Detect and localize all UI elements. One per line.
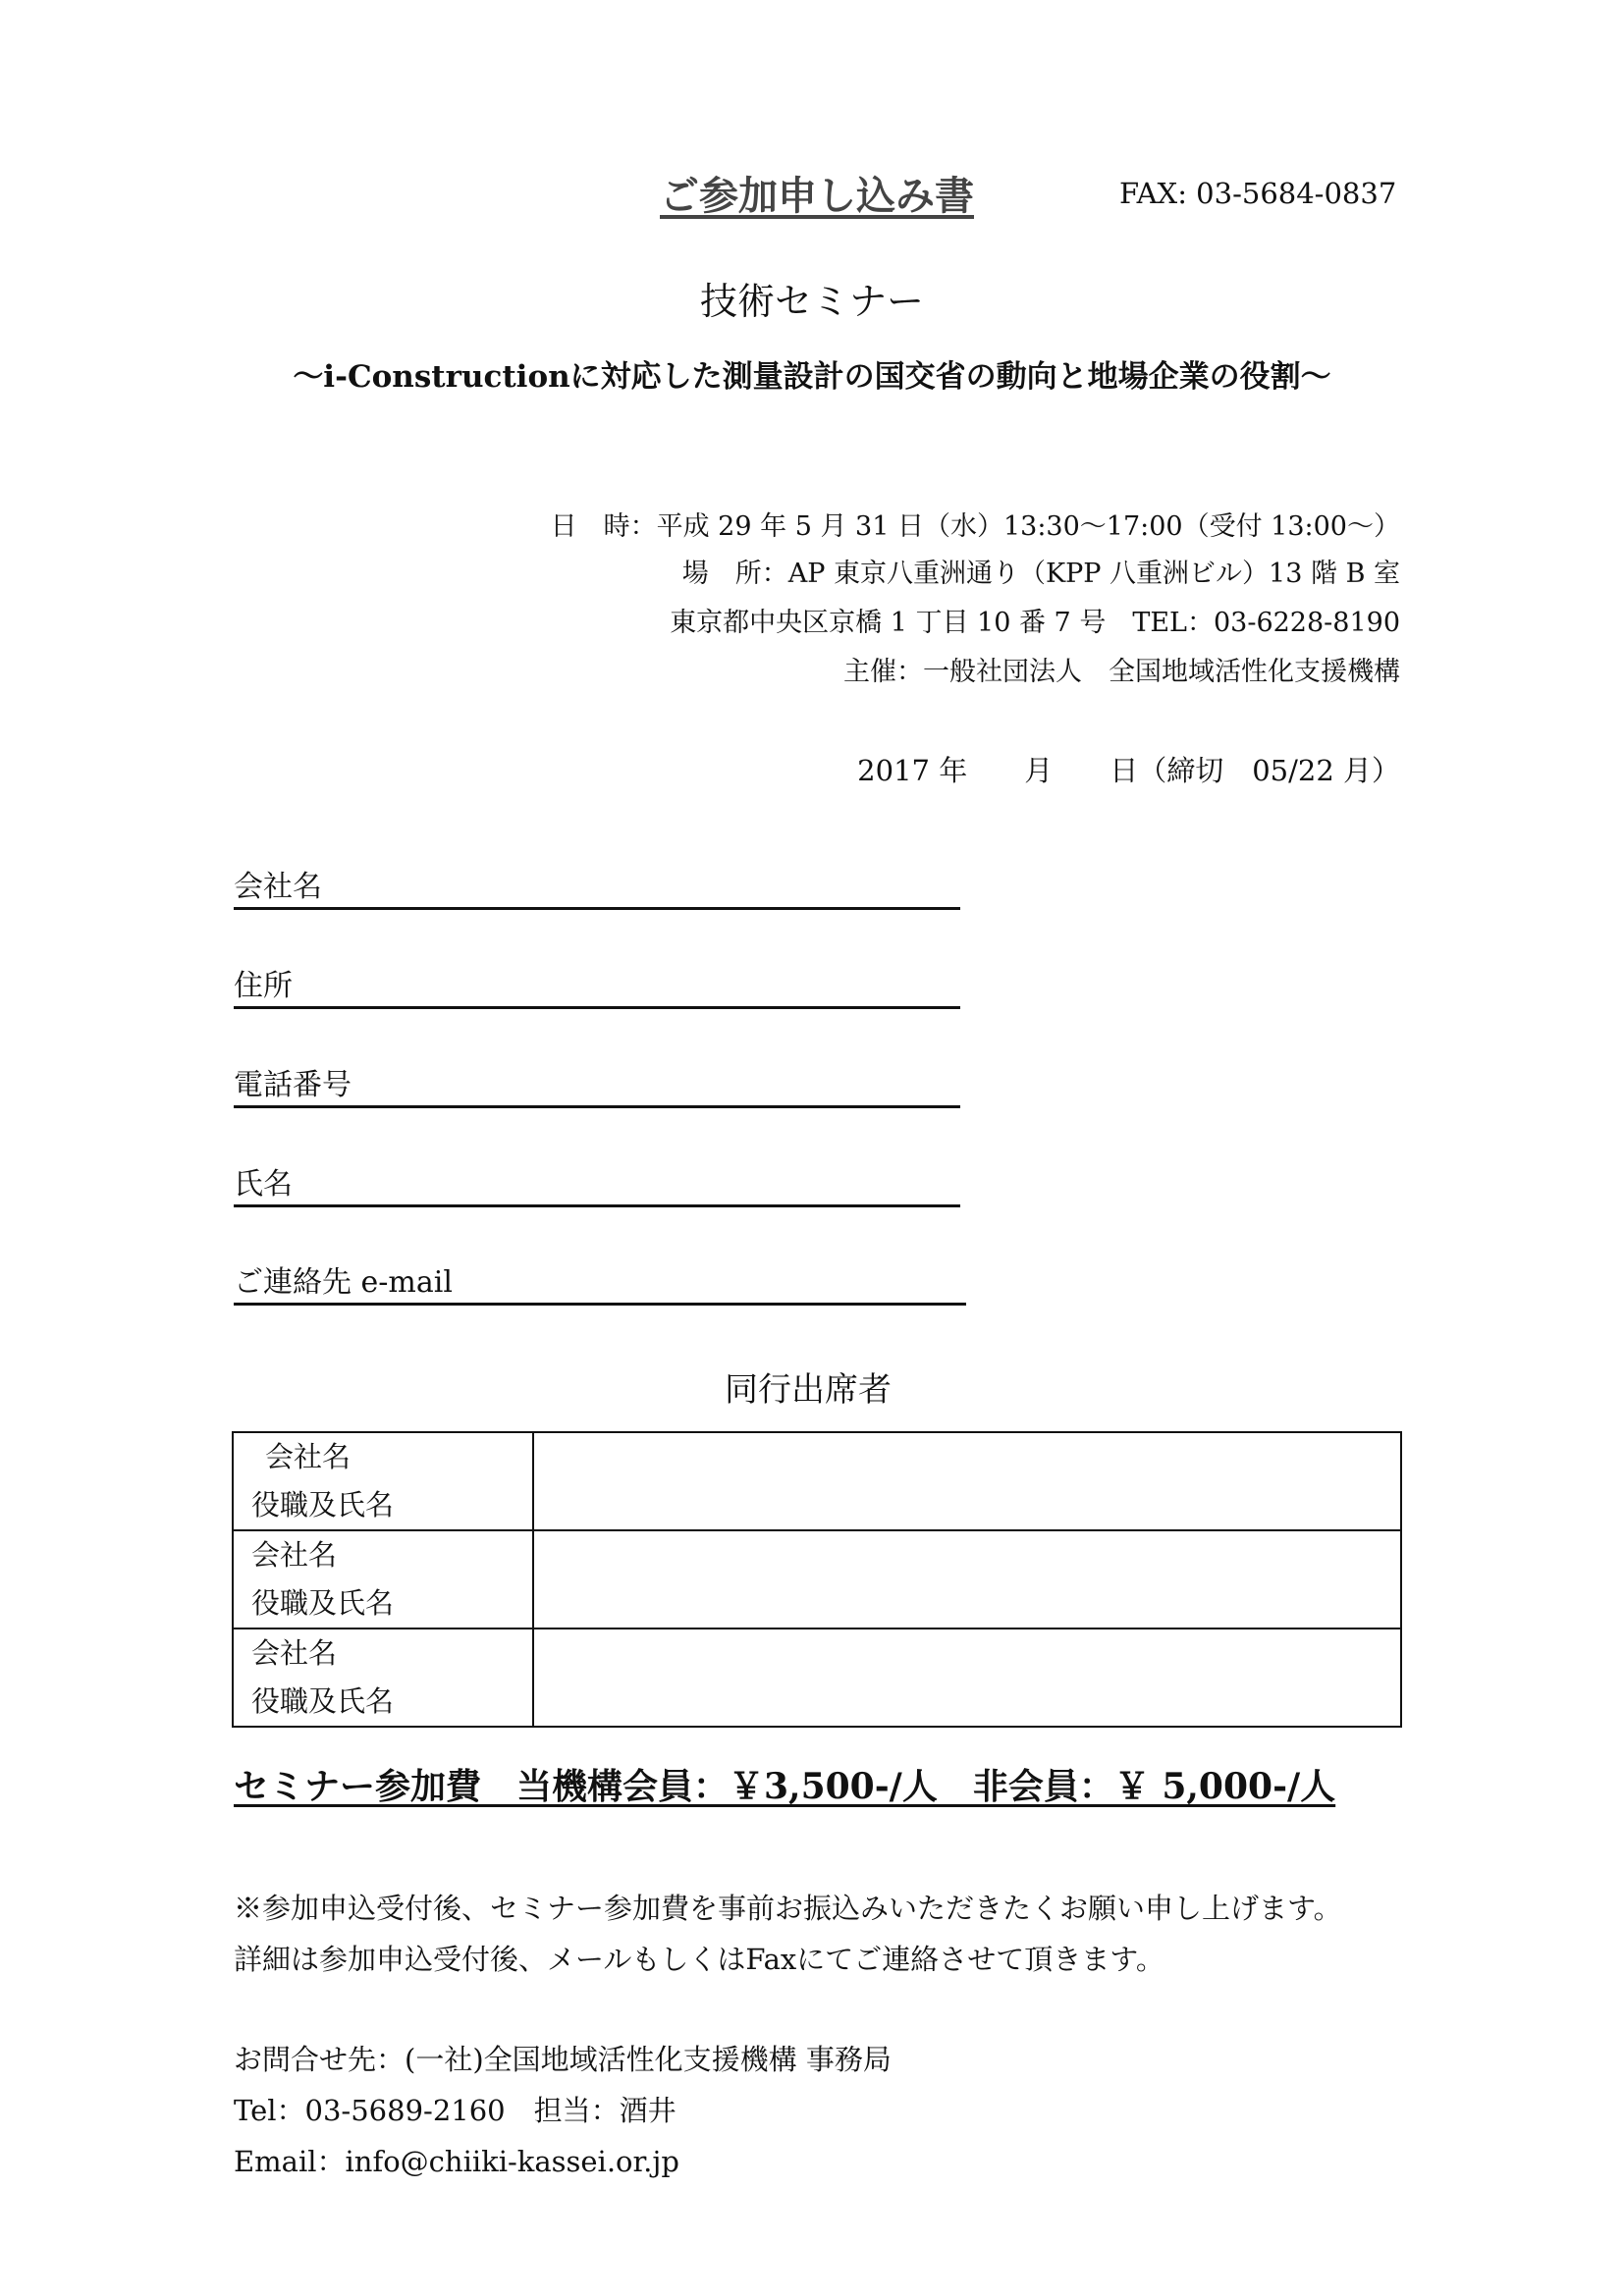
phone-field[interactable]	[234, 1066, 960, 1108]
name-field[interactable]	[234, 1165, 960, 1207]
contact-phone: Tel：03-5689-2160 担当：酒井	[234, 2094, 677, 2127]
application-date-line: 2017 年 月 日（締切 05/22 月）	[857, 754, 1400, 787]
seminar-fee: セミナー参加費 当機構会員：￥3,500-/人 非会員：￥ 5,000-/人	[234, 1766, 1336, 1807]
companion-row-label	[233, 1432, 533, 1530]
event-datetime: 日 時：平成 29 年 5 月 31 日（水）13:30〜17:00（受付 13:00〜）	[550, 511, 1400, 542]
companion-company-label: 会社名	[265, 1440, 352, 1473]
companion-entry-cell[interactable]	[533, 1432, 1401, 1530]
companion-company-label: 会社名	[251, 1636, 338, 1670]
fax-number: FAX: 03-5684-0837	[1119, 177, 1397, 210]
companion-entry-cell[interactable]	[533, 1629, 1401, 1727]
email-field[interactable]	[234, 1263, 966, 1306]
contact-office: お問合せ先：(一社)全国地域活性化支援機構 事務局	[234, 2043, 892, 2076]
seminar-subtitle: 〜i-Constructionに対応した測量設計の国交省の動向と地場企業の役割〜	[293, 359, 1331, 395]
email-label: ご連絡先 e-mail	[234, 1265, 453, 1300]
payment-note: ※参加申込受付後、セミナー参加費を事前お振込みいただきたくお願い申し上げます。	[234, 1892, 1342, 1925]
contact-email: Email：info@chiiki-kassei.or.jp	[234, 2145, 679, 2178]
companions-table	[232, 1431, 1402, 1728]
address-field[interactable]	[234, 967, 960, 1009]
companion-entry-cell[interactable]	[533, 1530, 1401, 1629]
address-label: 住所	[234, 969, 293, 1003]
seminar-name: 技術セミナー	[699, 280, 924, 323]
details-note: 詳細は参加申込受付後、メールもしくはFaxにてご連絡させて頂きます。	[234, 1943, 1164, 1976]
companion-name-label: 役職及氏名	[251, 1488, 395, 1522]
name-label: 氏名	[234, 1167, 293, 1201]
companion-row-label	[233, 1629, 533, 1727]
companion-row-1	[233, 1432, 1401, 1530]
event-organizer: 主催：一般社団法人 全国地域活性化支援機構	[843, 657, 1400, 687]
companion-row-label	[233, 1530, 533, 1629]
form-title: ご参加申し込み書	[660, 173, 974, 219]
companions-title: 同行出席者	[725, 1370, 892, 1410]
companion-company-label: 会社名	[251, 1538, 338, 1572]
event-venue: 場 所：AP 東京八重洲通り（KPP 八重洲ビル）13 階 B 室	[681, 559, 1400, 589]
phone-label: 電話番号	[234, 1068, 352, 1102]
venue-address: 東京都中央区京橋 1 丁目 10 番 7 号 TEL：03-6228-8190	[670, 608, 1400, 638]
company-name-label: 会社名	[234, 870, 322, 904]
companion-row-2	[233, 1530, 1401, 1629]
companion-row-3	[233, 1629, 1401, 1727]
company-name-field[interactable]	[234, 868, 960, 910]
companion-name-label: 役職及氏名	[251, 1684, 395, 1718]
companion-name-label: 役職及氏名	[251, 1586, 395, 1620]
